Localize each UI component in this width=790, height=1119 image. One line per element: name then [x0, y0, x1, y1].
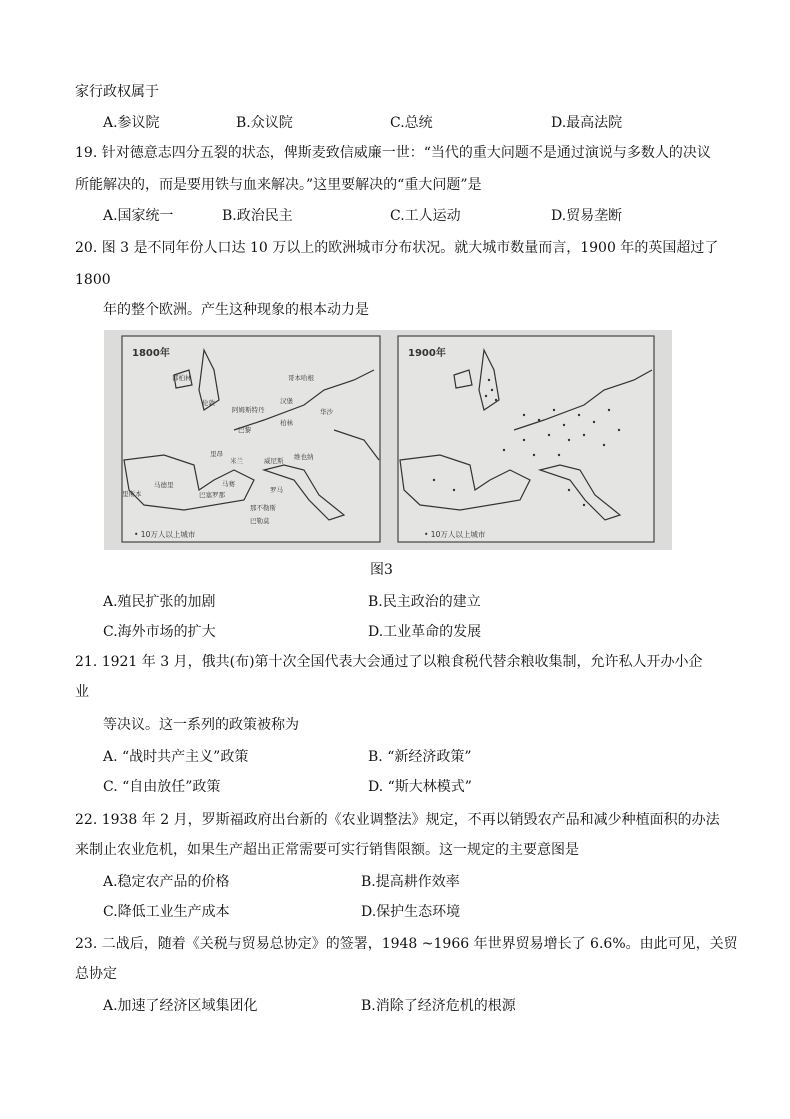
q23-line1: 23. 二战后，随着《关税与贸易总协定》的签署，1948 ~1966 年世界贸易增长了 6.6%。由此可见，关贸	[75, 936, 738, 952]
map-1800-title: 1800年	[132, 348, 170, 359]
figure-3-maps	[104, 330, 672, 550]
q19-line2: 所能解决的，而是要用铁与血来解决。”这里要解决的“重大问题”是	[75, 177, 482, 193]
q18-option-c: C.总统	[390, 115, 433, 131]
q20-option-d: D.工业革命的发展	[368, 624, 482, 640]
q21-option-a: A. “战时共产主义”政策	[103, 749, 249, 765]
map-city-label: 巴塞罗那	[199, 491, 225, 499]
q19-option-b: B.政治民主	[222, 208, 293, 224]
q18-option-b: B.众议院	[236, 115, 293, 131]
q19-option-a: A.国家统一	[103, 208, 174, 224]
map-city-label: 马赛	[222, 480, 235, 488]
map-city-label: 马德里	[154, 481, 174, 489]
q21-option-b: B. “新经济政策”	[368, 749, 472, 765]
map-city-label: 维也纳	[294, 453, 314, 461]
q20-line1: 20. 图 3 是不同年份人口达 10 万以上的欧洲城市分布状况。就大城市数量而言，1900 年的英国超过了	[75, 240, 719, 256]
q21-line2: 业	[75, 684, 89, 700]
map-1800-legend: • 10万人以上城市	[134, 530, 196, 539]
q21-line1: 21. 1921 年 3 月，俄共(布)第十次全国代表大会通过了以粮食税代替余粮收集制，允许私人开办小企	[75, 654, 703, 670]
map-1900-title: 1900年	[408, 348, 446, 359]
map-city-label: 巴勒莫	[250, 517, 270, 525]
map-city-label: 威尼斯	[264, 457, 284, 465]
map-city-label: 汉堡	[280, 397, 293, 405]
map-1900-legend: • 10万人以上城市	[424, 530, 486, 539]
q20-line2: 1800	[75, 272, 111, 288]
q20-line3: 年的整个欧洲。产生这种现象的根本动力是	[103, 302, 369, 318]
q18-option-d: D.最高法院	[551, 115, 623, 131]
q19-option-d: D.贸易垄断	[551, 208, 623, 224]
q22-option-b: B.提高耕作效率	[361, 874, 460, 890]
q22-option-a: A.稳定农产品的价格	[103, 874, 230, 890]
q23-option-b: B.消除了经济危机的根源	[361, 998, 516, 1014]
q18-stem: 家行政权属于	[75, 84, 159, 100]
q21-line3: 等决议。这一系列的政策被称为	[103, 717, 299, 733]
map-city-label: 伦敦	[202, 399, 215, 407]
map-city-label: 柏林	[280, 419, 293, 427]
map-city-label: 哥本哈根	[288, 374, 314, 382]
q21-option-c: C. “自由放任”政策	[103, 779, 221, 795]
map-city-label: 都柏林	[172, 374, 192, 382]
q20-option-a: A.殖民扩张的加剧	[103, 594, 216, 610]
q22-option-c: C.降低工业生产成本	[103, 904, 230, 920]
q22-line1: 22. 1938 年 2 月，罗斯福政府出台新的《农业调整法》规定，不再以销毁农产品和减少种植面积的办法	[75, 812, 720, 828]
q23-line2: 总协定	[75, 966, 117, 982]
q20-option-b: B.民主政治的建立	[368, 594, 481, 610]
q22-option-d: D.保护生态环境	[361, 904, 461, 920]
q21-option-d: D. “斯大林模式”	[368, 779, 472, 795]
map-city-label: 巴黎	[238, 426, 251, 434]
q22-line2: 来制止农业危机，如果生产超出正常需要可实行销售限额。这一规定的主要意图是	[75, 842, 579, 858]
map-city-label: 里昂	[210, 450, 223, 458]
figure-caption: 图3	[370, 562, 393, 578]
map-city-label: 里斯本	[122, 490, 142, 498]
q23-option-a: A.加速了经济区域集团化	[103, 998, 258, 1014]
map-city-label: 米兰	[230, 457, 243, 465]
map-city-label: 华沙	[320, 408, 333, 416]
map-city-label: 那不勒斯	[250, 504, 276, 512]
q19-line1: 19. 针对德意志四分五裂的状态，俾斯麦致信威廉一世：“当代的重大问题不是通过演说与多数人的决议	[75, 145, 711, 161]
map-city-label: 罗马	[270, 486, 283, 494]
q18-option-a: A.参议院	[103, 115, 160, 131]
q20-option-c: C.海外市场的扩大	[103, 624, 216, 640]
q19-option-c: C.工人运动	[390, 208, 461, 224]
map-city-label: 阿姆斯特丹	[232, 406, 265, 414]
